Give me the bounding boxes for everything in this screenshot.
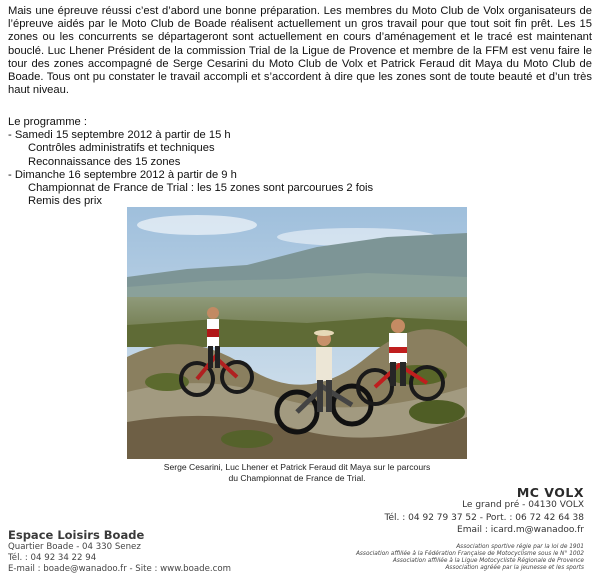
caption-line: Serge Cesarini, Luc Lhener et Patrick Feraud dit Maya sur le parcours xyxy=(163,462,431,472)
mc-volx-phone: Tél. : 04 92 79 37 52 - Port. : 06 72 42 64 38 xyxy=(384,512,584,523)
caption-line: du Championnat de France de Trial. xyxy=(228,472,366,483)
assoc-line: Association agréée par la jeunesse et les sports xyxy=(445,565,584,572)
espace-loisirs-contact xyxy=(8,542,231,575)
mc-volx-title: MC VOLX xyxy=(516,485,584,500)
programme-heading: Le programme : xyxy=(8,116,87,128)
programme-item: Contrôles administratifs et techniques xyxy=(28,142,215,155)
programme-item: Championnat de France de Trial : les 15 zones sont parcourues 2 fois xyxy=(28,182,374,195)
espace-email-site[interactable]: E-mail : boade@wanadoo.fr - Site : www.boade.com xyxy=(8,564,231,574)
article-text xyxy=(8,5,592,97)
trial-landscape-image xyxy=(127,207,467,459)
mc-volx-email[interactable]: Email : icard.m@wanadoo.fr xyxy=(457,525,584,535)
mc-volx-address: Le grand pré - 04130 VOLX xyxy=(462,500,584,510)
assoc-line: Association affiliée à la Ligue Motocycliste Régionale de Provence xyxy=(392,558,584,565)
programme-item: Reconnaissance des 15 zones xyxy=(28,155,181,168)
assoc-line: Association affiliée à la Fédération Française de Motocyclisme sous le N° 1002 xyxy=(355,551,584,558)
mc-volx-contact xyxy=(385,499,584,537)
espace-address: Quartier Boade - 04 330 Senez xyxy=(8,542,141,552)
espace-loisirs-title: Espace Loisirs Boade xyxy=(8,528,145,542)
programme-day1: - Samedi 15 septembre 2012 à partir de 15 h xyxy=(8,129,231,142)
mc-volx-association-notes xyxy=(356,544,584,572)
espace-phone: Tél. : 04 92 34 22 94 xyxy=(8,553,97,563)
programme-item: Remis des prix xyxy=(28,195,102,208)
programme xyxy=(8,116,373,208)
photo-caption xyxy=(100,462,494,483)
trial-photo xyxy=(127,207,467,459)
programme-day2: - Dimanche 16 septembre 2012 à partir de 9 h xyxy=(8,168,237,181)
assoc-line: Association sportive régie par la loi de 1901 xyxy=(456,544,584,550)
article-paragraph: Mais une épreuve réussi c’est d’abord une bonne préparation. Les membres du Moto Club de Volx organisateurs de l’épreuve aidés par le Moto Club de Boade réalisent actuellement un gros travail pour que tout soit fin prêt. Les 15 zones ou les concurrents se départageront sont actuellement en cours d’aménagement et le tracé est maintenant bouclé. Luc Lhener Président de la commission Trial de la Ligue de Provence et membre de la FFM est venu faire le tour des zones accompagné de Serge Cesarini du Moto Club de Volx et Patrick Feraud dit Maya du Moto Club de Boade. Tous ont pu constater le travail accompli et s’accordent à dire que les zones sont de toute beauté et d’un très haut niveau. xyxy=(8,5,592,97)
